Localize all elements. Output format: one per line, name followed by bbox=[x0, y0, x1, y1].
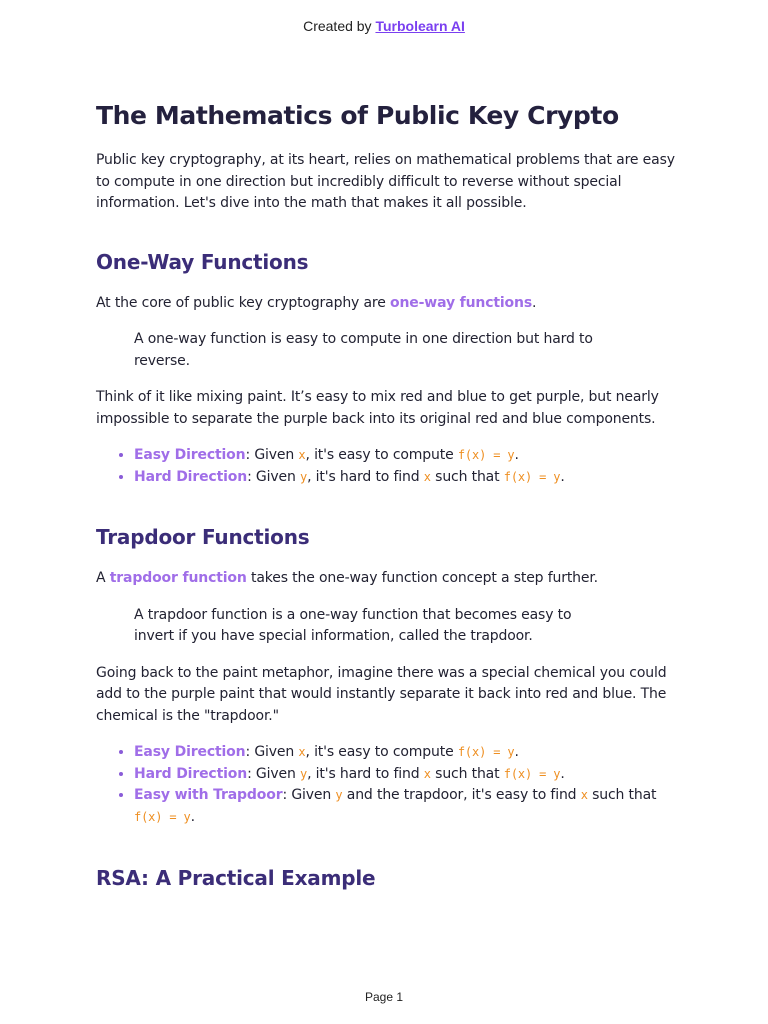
list-text: : Given bbox=[245, 744, 299, 760]
hard-direction-term: Hard Direction bbox=[134, 765, 248, 782]
document-body bbox=[96, 98, 676, 892]
page-number: Page 1 bbox=[364, 990, 404, 1004]
list-text: . bbox=[514, 447, 519, 463]
one-way-list bbox=[96, 445, 676, 488]
formula: f(x) = y bbox=[457, 745, 515, 759]
page-title: The Mathematics of Public Key Crypto bbox=[96, 101, 619, 130]
list-text: : Given bbox=[247, 765, 300, 782]
variable: y bbox=[300, 766, 308, 781]
variable: x bbox=[423, 766, 431, 781]
credit-line bbox=[0, 18, 768, 34]
trapdoor-paint-paragraph: Going back to the paint metaphor, imagine there was a special chemical you could add to the purple paint that would instantly separate it back into red and blue. The chemical is the "trapdoor." bbox=[96, 664, 667, 724]
list-text: . bbox=[514, 744, 519, 760]
trapdoor-lead-text: A bbox=[96, 570, 106, 586]
list-text: , it's easy to compute bbox=[305, 744, 458, 760]
trapdoor-definition-quote: A trapdoor function is a one-way function that becomes easy to invert if you have special information, called the trapdoor. bbox=[134, 606, 572, 644]
easy-direction-term: Easy Direction bbox=[134, 744, 246, 760]
list-text: such that bbox=[587, 787, 657, 803]
list-text: , it's hard to find bbox=[307, 468, 424, 485]
variable: x bbox=[298, 745, 306, 759]
intro-paragraph: Public key cryptography, at its heart, relies on mathematical problems that are easy to compute in one direction but incredibly difficult to reverse without special information. Let's dive into the math that makes it all possible. bbox=[96, 152, 675, 211]
trapdoor-lead-end: takes the one-way function concept a step further. bbox=[251, 570, 598, 586]
hard-direction-term: Hard Direction bbox=[134, 468, 248, 485]
easy-direction-term: Easy Direction bbox=[134, 447, 246, 463]
trapdoor-function-term: trapdoor function bbox=[109, 570, 247, 586]
list-item bbox=[134, 764, 676, 786]
variable: x bbox=[580, 788, 588, 802]
list-text: : Given bbox=[282, 787, 336, 803]
one-way-paint-paragraph: Think of it like mixing paint. It’s easy to mix red and blue to get purple, but nearly impossible to separate the purple back into its original red and blue components. bbox=[96, 389, 659, 427]
one-way-functions-term: one-way functions bbox=[390, 294, 533, 311]
formula: f(x) = y bbox=[457, 448, 515, 462]
trapdoor-lead bbox=[96, 568, 676, 590]
list-text: , it's hard to find bbox=[307, 765, 424, 782]
list-text: . bbox=[190, 808, 195, 825]
formula: f(x) = y bbox=[503, 469, 561, 484]
list-text: . bbox=[560, 765, 565, 782]
list-item bbox=[134, 785, 676, 828]
list-text: such that bbox=[430, 468, 504, 485]
list-text: and the trapdoor, it's easy to find bbox=[342, 787, 581, 803]
credit-prefix: Created by bbox=[303, 18, 372, 34]
easy-with-trapdoor-term: Easy with Trapdoor bbox=[134, 787, 283, 803]
one-way-lead bbox=[96, 293, 676, 315]
trapdoor-list bbox=[96, 742, 676, 828]
list-item bbox=[134, 742, 676, 764]
formula: f(x) = y bbox=[134, 809, 191, 824]
heading-one-way-functions: One-Way Functions bbox=[96, 249, 309, 274]
variable: x bbox=[298, 448, 306, 462]
list-item bbox=[134, 445, 676, 467]
list-item bbox=[134, 467, 676, 489]
formula: f(x) = y bbox=[503, 766, 561, 781]
list-text: : Given bbox=[245, 447, 299, 463]
list-text: : Given bbox=[247, 468, 300, 485]
turbolearn-link[interactable]: Turbolearn AI bbox=[375, 18, 465, 34]
variable: x bbox=[423, 469, 431, 484]
list-text: . bbox=[560, 468, 565, 485]
heading-rsa-example: RSA: A Practical Example bbox=[96, 866, 376, 890]
one-way-lead-text: At the core of public key cryptography are bbox=[96, 294, 386, 311]
one-way-lead-end: . bbox=[532, 294, 537, 311]
variable: y bbox=[335, 788, 343, 802]
one-way-definition-quote: A one-way function is easy to compute in one direction but hard to reverse. bbox=[134, 331, 593, 369]
list-text: such that bbox=[430, 765, 504, 782]
variable: y bbox=[300, 469, 308, 484]
list-text: , it's easy to compute bbox=[305, 447, 458, 463]
heading-trapdoor-functions: Trapdoor Functions bbox=[96, 525, 310, 549]
